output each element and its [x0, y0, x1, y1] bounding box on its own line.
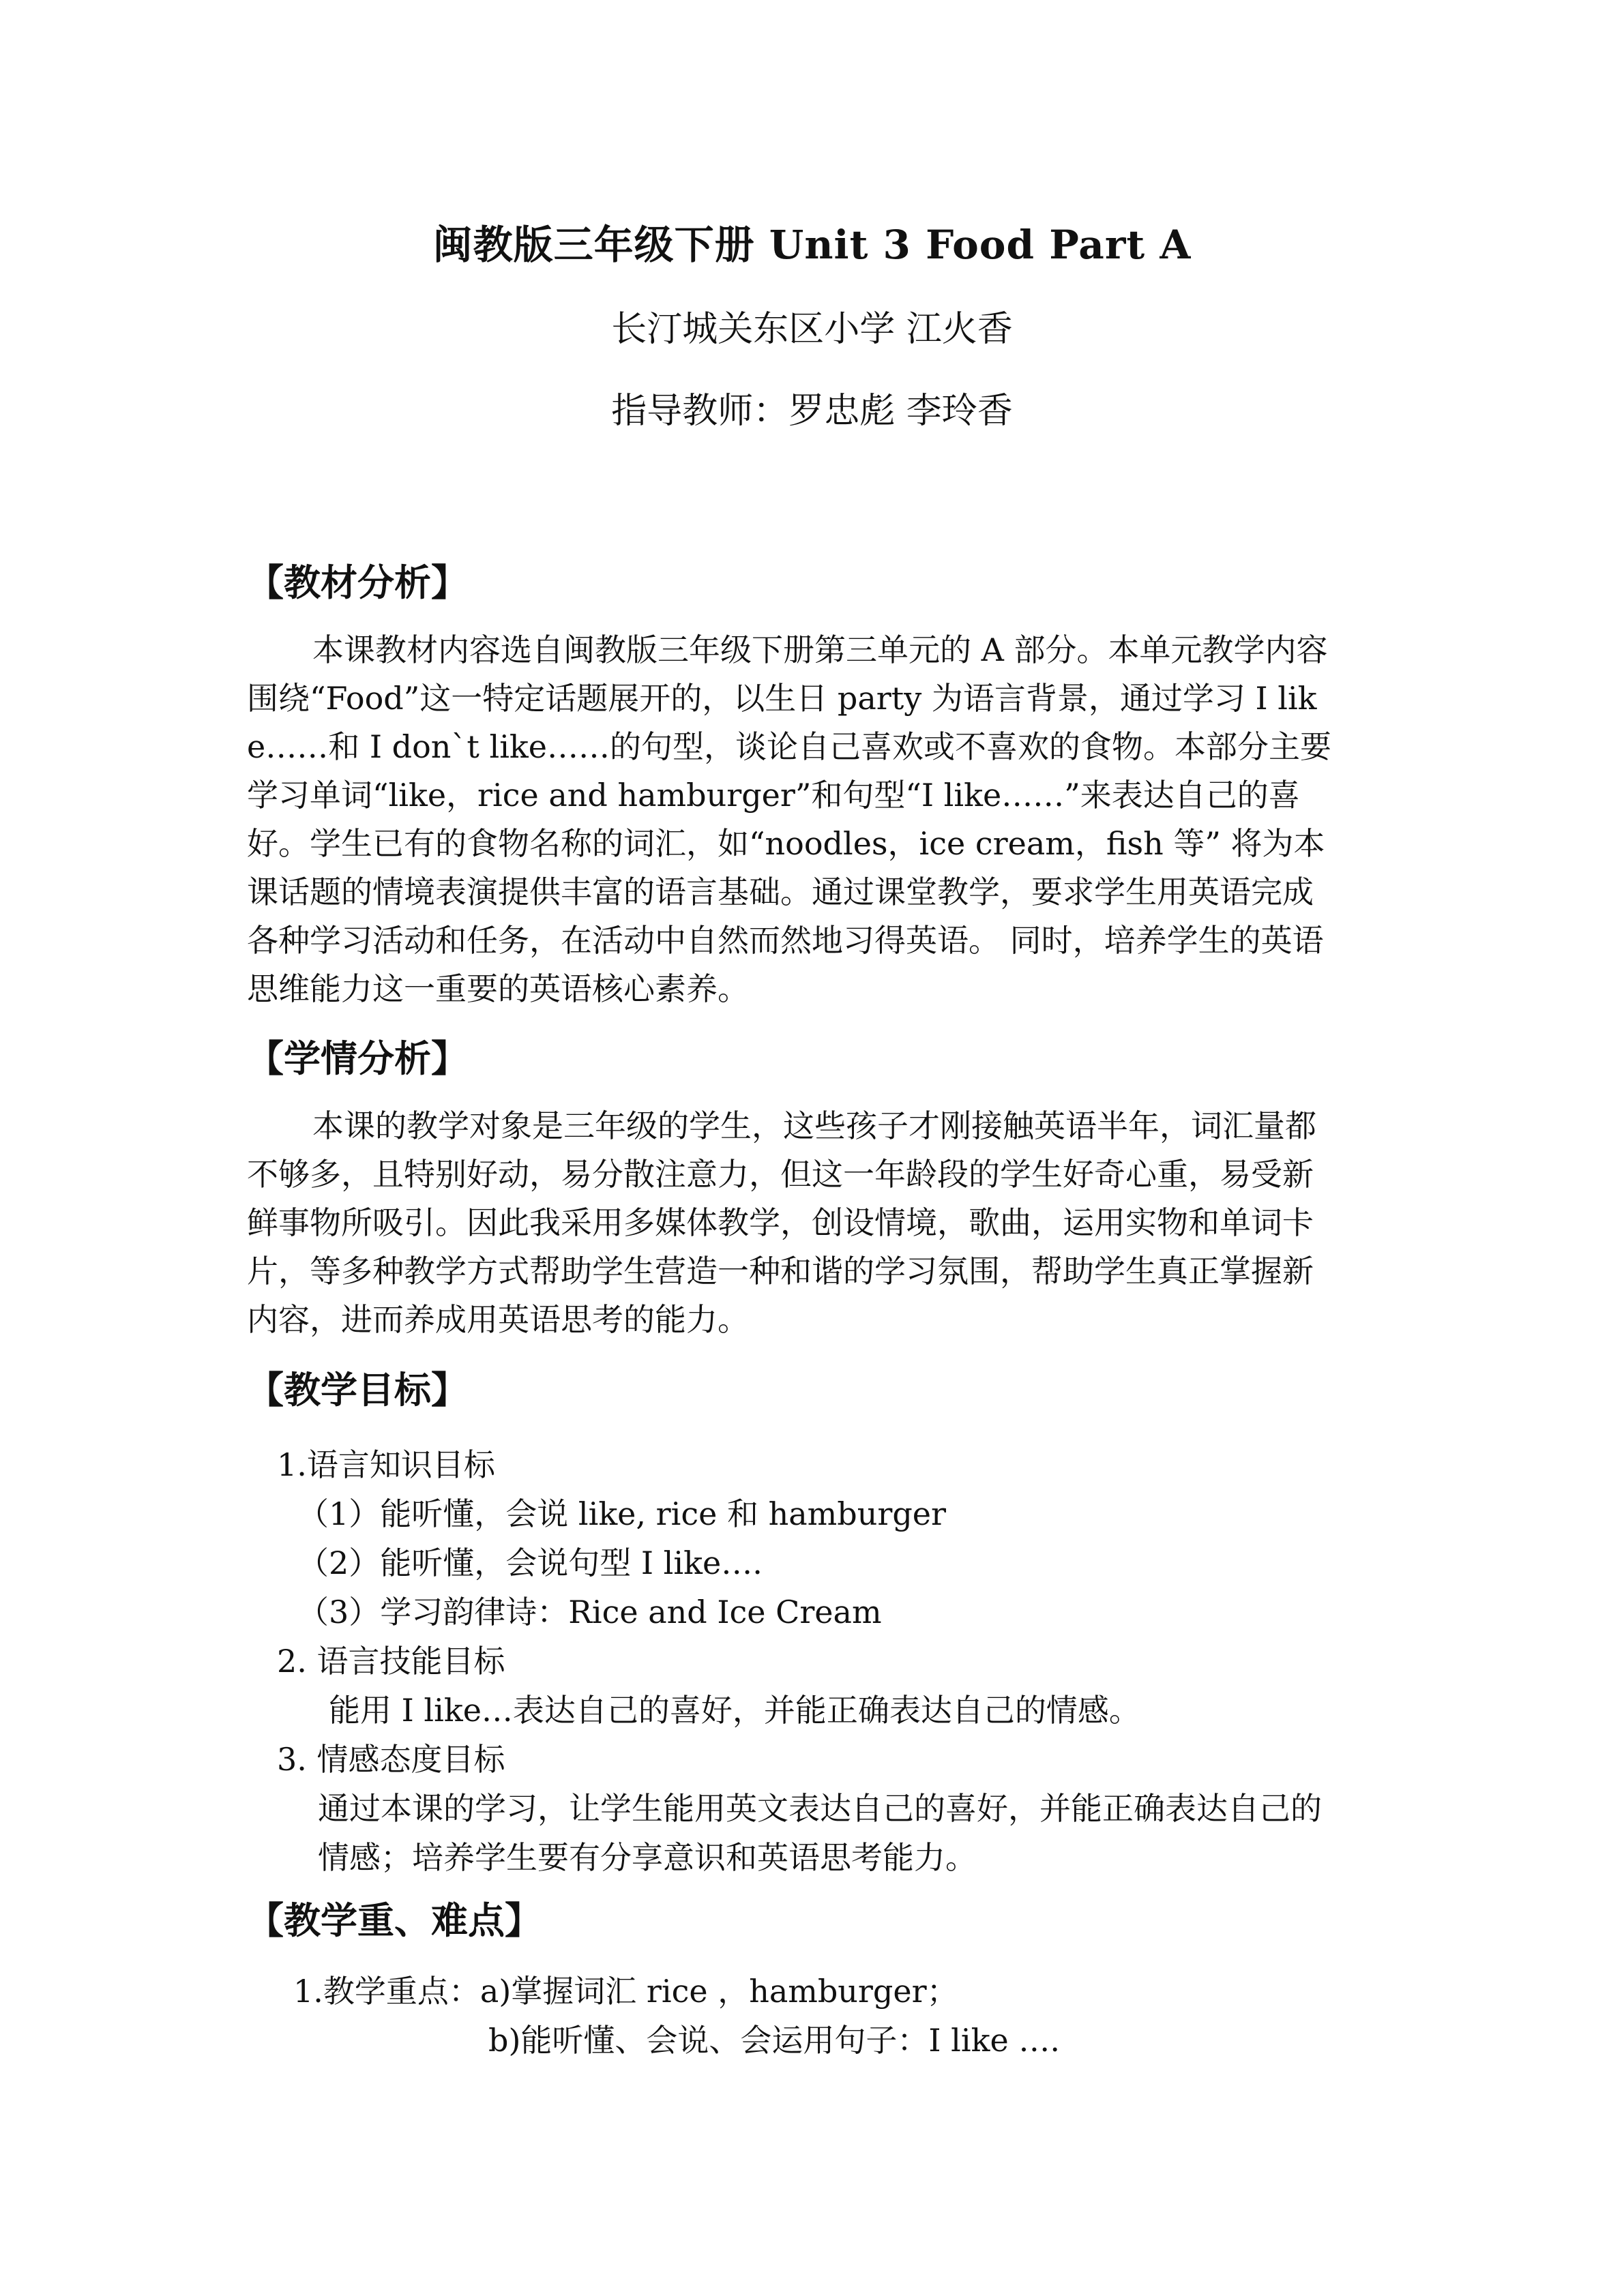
section-heading-students: 【学情分析】: [247, 1037, 468, 1080]
paragraph-line: 思维能力这一重要的英语核心素养。: [247, 970, 749, 1007]
section-heading-objectives: 【教学目标】: [247, 1369, 468, 1412]
objective-subitem: （1）能听懂，会说 like, rice 和 hamburger: [297, 1495, 946, 1532]
section-heading-key-points: 【教学重、难点】: [247, 1899, 542, 1942]
paragraph-line: 不够多，且特别好动，易分散注意力，但这一年龄段的学生好奇心重，易受新: [247, 1156, 1314, 1193]
advisor-line: 指导教师：罗忠彪 李玲香: [611, 391, 1013, 432]
document-title: 闽教版三年级下册 Unit 3 Food Part A: [432, 222, 1192, 268]
objective-item-3-text: 情感；培养学生要有分享意识和英语思考能力。: [318, 1839, 977, 1876]
paragraph-line: 围绕“Food”这一特定话题展开的，以生日 party 为语言背景，通过学习 I lik: [247, 680, 1317, 717]
objective-item-3: 3. 情感态度目标: [277, 1741, 505, 1778]
objective-item-1: 1.语言知识目标: [277, 1446, 495, 1483]
paragraph-line: 鲜事物所吸引。因此我采用多媒体教学，创设情境，歌曲，运用实物和单词卡: [247, 1204, 1314, 1241]
objective-subitem: （2）能听懂，会说句型 I like….: [297, 1545, 763, 1581]
section-heading-material: 【教材分析】: [247, 561, 468, 604]
paragraph-line: e……和 I don`t like……的句型，谈论自己喜欢或不喜欢的食物。本部分主要: [247, 728, 1332, 765]
students-paragraph: [247, 1102, 1372, 1344]
paragraph-line: 课话题的情境表演提供丰富的语言基础。通过课堂教学，要求学生用英语完成: [247, 874, 1314, 910]
paragraph-line: 学习单词“like，rice and hamburger”和句型“I like……”来表达自己的喜: [247, 777, 1300, 814]
objective-item-2: 2. 语言技能目标: [277, 1643, 505, 1680]
material-paragraph: [247, 626, 1372, 1013]
paragraph-line: 片，等多种教学方式帮助学生营造一种和谐的学习氛围，帮助学生真正掌握新: [247, 1253, 1314, 1289]
key-point-a: 1.教学重点：a)掌握词汇 rice ，hamburger；: [293, 1973, 958, 2010]
paragraph-line: 本课教材内容选自闽教版三年级下册第三单元的 A 部分。本单元教学内容: [312, 631, 1328, 668]
paragraph-line: 好。学生已有的食物名称的词汇，如“noodles，ice cream，fish 等” 将为本: [247, 825, 1325, 862]
paragraph-line: 本课的教学对象是三年级的学生，这些孩子才刚接触英语半年，词汇量都: [312, 1107, 1316, 1144]
objective-subitem: （3）学习韵律诗：Rice and Ice Cream: [297, 1594, 882, 1630]
paragraph-line: 各种学习活动和任务，在活动中自然而然地习得英语。 同时，培养学生的英语: [247, 922, 1324, 959]
paragraph-line: 内容，进而养成用英语思考的能力。: [247, 1301, 749, 1338]
objective-item-2-text: 能用 I like…表达自己的喜好，并能正确表达自己的情感。: [329, 1692, 1140, 1729]
objective-item-3-text: 通过本课的学习，让学生能用英文表达自己的喜好，并能正确表达自己的: [318, 1790, 1322, 1827]
school-author: 长汀城关东区小学 江火香: [611, 309, 1013, 350]
key-point-b: b)能听懂、会说、会运用句子：I like ….: [488, 2022, 1060, 2059]
